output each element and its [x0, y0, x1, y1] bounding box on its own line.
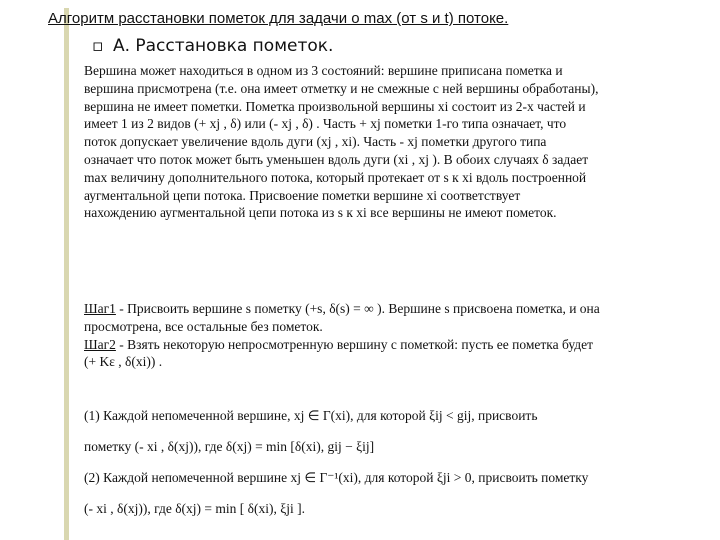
rule-1-formula: пометку (- xi , δ(xj)), где δ(xj) = min [δ(xi), gij − ξij]	[84, 439, 375, 454]
step-2-line	[84, 336, 716, 354]
labeling-rules	[84, 400, 716, 524]
rule-2-formula: (- xi , δ(xj)), где δ(xj) = min [ δ(xi), ξji ].	[84, 501, 306, 516]
rule-2-line: (2) Каждой непомеченной вершине xj ∈ Γ⁻¹(xi), для которой ξji > 0, присвоить пометку	[84, 470, 589, 485]
rule-1-line: (1) Каждой непомеченной вершине, xj ∈ Γ(xi), для которой ξij < gij, присвоить	[84, 408, 538, 423]
step-2-continuation: (+ Kε , δ(xi)) .	[84, 354, 163, 370]
step-1-continuation: просмотрена, все остальные без пометок.	[84, 318, 323, 334]
paragraph-line: нахождению аугментальной цепи потока из s к xi все вершины не имеют пометок.	[84, 205, 557, 221]
paragraph-line: max величину дополнительного потока, который протекает от s к xi вдоль построенной	[84, 169, 587, 185]
paragraph-line: Вершина может находиться в одном из 3 состояний: вершине приписана пометка и	[84, 63, 563, 78]
description-paragraph	[84, 62, 716, 222]
algorithm-steps	[84, 300, 716, 371]
left-margin	[0, 0, 58, 540]
bullet-icon: ▫	[92, 36, 104, 56]
step-2-label: Шаг2	[84, 336, 116, 352]
step-1-line	[84, 300, 716, 318]
section-subtitle	[92, 36, 333, 56]
paragraph-line: означает что поток может быть уменьшен вдоль дуги (xi , xj ). В обоих случаях δ задает	[84, 151, 589, 167]
paragraph-line: поток допускает увеличение вдоль дуги (xj , xi). Часть - xj пометки другого типа	[84, 134, 547, 150]
subtitle-text: А. Расстановка пометок.	[112, 36, 334, 56]
paragraph-line: имеет 1 из 2 видов (+ xj , δ) или (- xj , δ) . Часть + xj пометки 1-го типа означает, что	[84, 116, 567, 132]
paragraph-line: аугментальной цепи потока. Присвоение пометки вершине xi соответствует	[84, 187, 521, 203]
slide-title: Алгоритм расстановки пометок для задачи о max (от s и t) потоке.	[48, 10, 509, 27]
step-1-text: - Присвоить вершине s пометку (+s, δ(s) = ∞ ). Вершине s присвоена пометка, и она	[115, 301, 600, 316]
step-1-label: Шаг1	[84, 301, 116, 316]
paragraph-line: вершина присмотрена (т.е. она имеет отметку и не смежные с ней вершины обработаны),	[84, 80, 599, 96]
left-decorative-rule	[64, 8, 69, 540]
paragraph-line: вершина не имеет пометки. Пометка произвольной вершины xi состоит из 2-х частей и	[84, 98, 586, 114]
step-2-text: - Взять некоторую непросмотренную вершину с пометкой: пусть ее пометка будет	[115, 336, 594, 352]
